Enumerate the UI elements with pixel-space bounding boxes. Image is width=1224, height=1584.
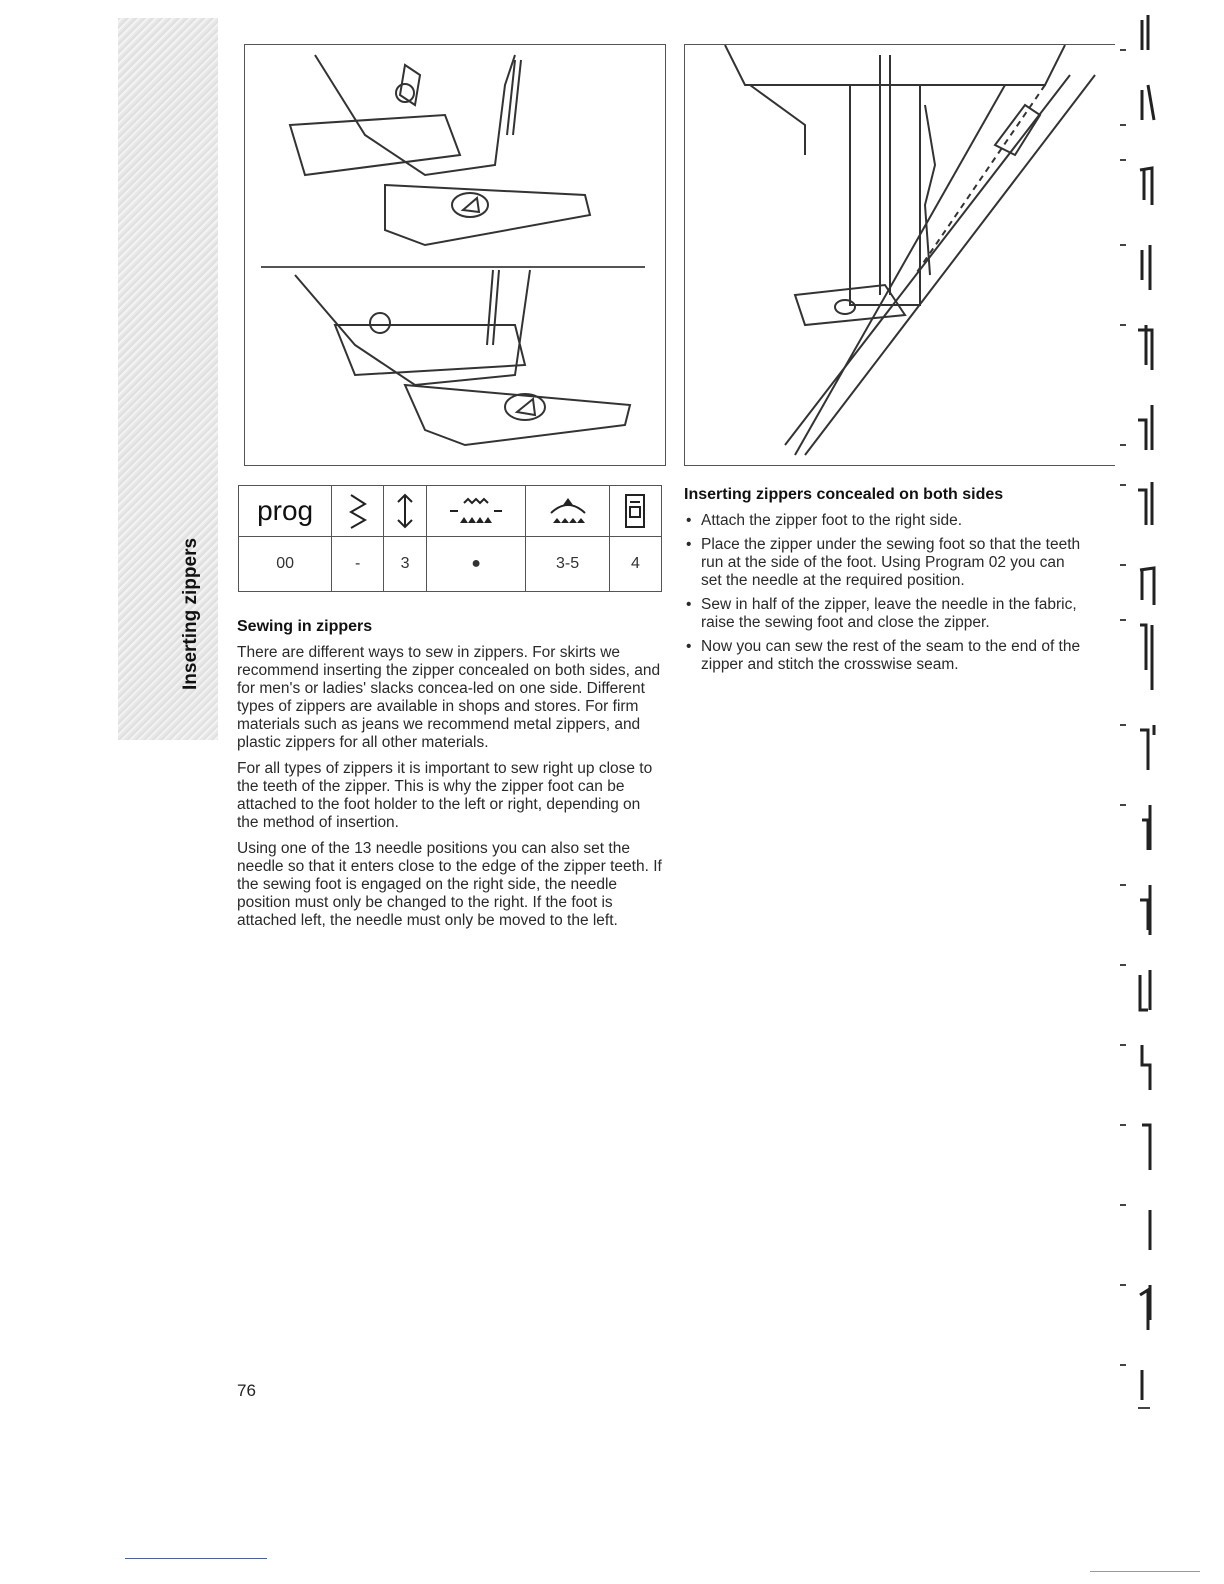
- list-item: • Place the zipper under the sewing foot so that the teeth run at the side of the foot. Using Program 02 you can set the needle at the required position.: [684, 536, 1084, 590]
- page-number: 76: [237, 1381, 256, 1400]
- binding-marks: [1110, 0, 1180, 1584]
- list-item: • Now you can sew the rest of the seam to the end of the zipper and stitch the crosswise seam.: [684, 638, 1084, 674]
- prog-value: 00: [239, 537, 332, 592]
- instruction-list: [684, 512, 1084, 674]
- presser-foot-pressure-icon: [543, 493, 593, 529]
- paragraph: There are different ways to sew in zippers. For skirts we recommend inserting the zipper concealed on both sides, and for men's or ladies' slacks concea-led on one side. Different types of zippers are available in shops and stores. For firm materials such as jeans we recommend metal zippers, and plastic zippers for all other materials.: [237, 644, 661, 751]
- presser-foot-number-cell: [609, 486, 661, 537]
- feed-dog-cell: [426, 486, 525, 537]
- paragraph: For all types of zippers it is important to sew right up close to the teeth of the zipper. This is why the zipper foot can be attached to the foot holder to the left or right, depending on the method of insertion.: [237, 760, 653, 831]
- list-item: • Attach the zipper foot to the right side.: [684, 512, 1084, 530]
- prog-label: prog: [239, 486, 332, 537]
- presser-foot-number-value: 4: [609, 537, 661, 592]
- paragraph: Using one of the 13 needle positions you can also set the needle so that it enters close to the edge of the zipper teeth. If the sewing foot is engaged on the right side, the needle position must only be changed to the right. If the foot is attached left, the needle must only be moved to the left.: [237, 840, 662, 929]
- stitch-width-cell: [332, 486, 384, 537]
- concealed-zipper-section: [684, 486, 1084, 680]
- presser-foot-pressure-cell: [526, 486, 610, 537]
- zipper-foot-illustration-icon: [245, 45, 665, 465]
- section-heading: Inserting zippers concealed on both sides: [684, 486, 1004, 503]
- stitch-width-value: -: [332, 537, 384, 592]
- feed-dog-icon: [446, 493, 506, 529]
- stitch-length-cell: [384, 486, 427, 537]
- section-heading: Sewing in zippers: [237, 618, 373, 635]
- zipper-sewing-figure: [684, 44, 1115, 466]
- presser-foot-number-icon: [620, 492, 650, 530]
- feed-dog-value: ●: [426, 537, 525, 592]
- side-tab-title: Inserting zippers: [180, 537, 201, 690]
- sewing-zippers-section: [237, 618, 662, 938]
- settings-values-row: [239, 537, 662, 592]
- stitch-width-icon: [343, 492, 373, 530]
- stitch-length-value: 3: [384, 537, 427, 592]
- settings-header-row: [239, 486, 662, 537]
- list-item: • Sew in half of the zipper, leave the needle in the fabric, raise the sewing foot and close the zipper.: [684, 596, 1084, 632]
- bottom-rule: [125, 1558, 267, 1559]
- zipper-foot-figure: [244, 44, 666, 466]
- stitch-length-icon: [393, 492, 417, 530]
- sewing-zipper-illustration-icon: [685, 45, 1115, 465]
- stitch-settings-table: [238, 485, 662, 592]
- presser-foot-pressure-value: 3-5: [526, 537, 610, 592]
